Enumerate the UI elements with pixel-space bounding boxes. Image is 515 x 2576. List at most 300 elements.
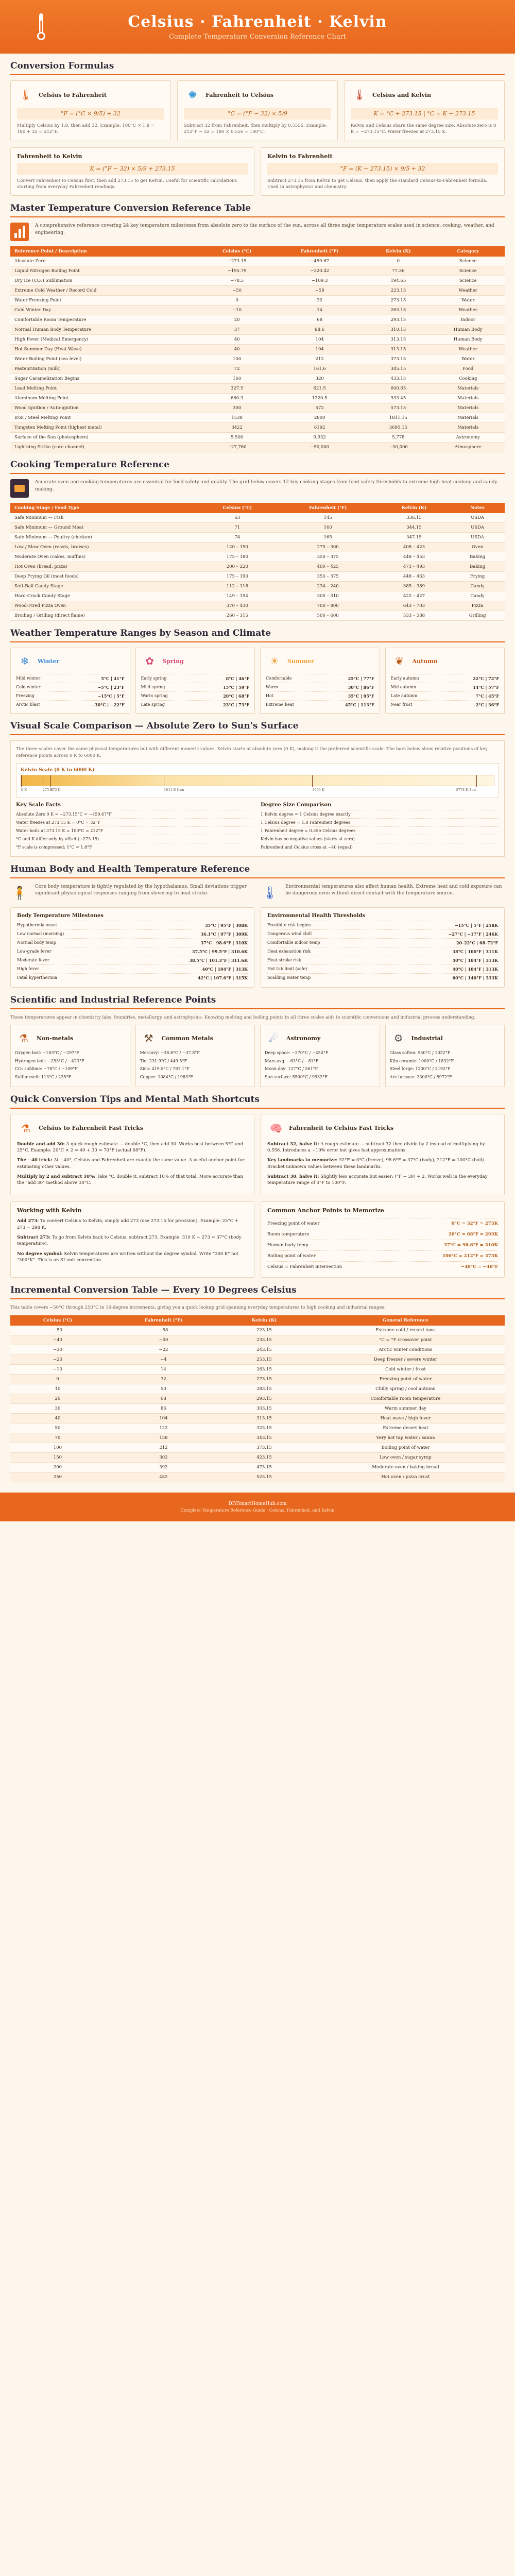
science-card-title: Astronomy [286,1035,321,1042]
table-cell: Materials [431,384,505,394]
scale-tick [476,775,477,787]
table-cell: 3422 [200,423,274,433]
table-cell: 175 – 180 [197,552,278,562]
table-cell: 40 [10,1413,105,1423]
table-cell: Wood-Fired Pizza Oven [10,601,197,611]
table-cell: 700 – 800 [278,601,378,611]
season-row [391,700,500,709]
table-cell: 373.15 [365,354,431,364]
formula-text: °F = (°C × 9/5) + 32 [17,108,164,120]
table-cell: Cold Winter Day [10,306,200,315]
oven-icon [10,479,29,498]
season-card [135,648,255,714]
season-row-label: Hot [266,693,274,699]
anchor-row [267,1240,498,1250]
table-row [10,543,505,552]
table-cell: Broiling / Grilling (direct flame) [10,611,197,621]
table-cell: Materials [431,394,505,403]
table-cell: 14 [274,306,365,315]
fact-value: −27°C | −17°F | 246K [448,931,498,937]
table-cell: Hard-Crack Candy Stage [10,591,197,601]
fact-text: Absolute Zero 0 K = −273.15°C = −459.67°F [16,811,112,817]
tip-lead: The −40 trick: [17,1158,53,1163]
table-cell: 392 [105,1462,222,1472]
season-row-label: Mild winter [16,676,41,681]
table-cell: 344.15 [378,523,450,533]
scale-tick-label: 373 K [50,787,61,792]
tip-text: To go from Kelvin back to Celsius, subtract 273. Example: 310 K − 273 = 37°C (body temperature). [17,1235,242,1247]
table-cell: Science [431,257,505,266]
table-cell: 165 [278,533,378,543]
kelvin-scale [16,763,499,798]
table-cell: 350 – 375 [278,552,378,562]
fact-row [16,835,254,843]
formula-title: Celsius and Kelvin [372,91,432,98]
table-cell: 448 – 453 [378,552,450,562]
anchor-value: 37°C = 98.6°F = 310K [443,1243,498,1248]
table-row [10,523,505,533]
fact-value: 35°C | 95°F | 308K [205,922,248,928]
anchor-label: Celsius = Fahrenheit intersection [267,1264,342,1270]
table-cell: 120 – 150 [197,543,278,552]
formula-title: Kelvin to Fahrenheit [267,152,333,160]
table-row [10,354,505,364]
fact-value: 40°C | 104°F | 313K [452,966,498,972]
table-cell: 98.6 [274,325,365,335]
visual-box [10,740,505,857]
table-header: Reference Point / Description [14,249,87,255]
table-cell: 71 [197,523,278,533]
tip-lead: Multiply by 2 and subtract 10%: [17,1174,96,1179]
fact-row [267,973,498,982]
table-cell: 100 [10,1443,105,1452]
season-row [391,683,500,691]
fact-row [16,826,254,835]
science-card-title: Non-metals [37,1035,74,1042]
table-cell: 50 [10,1423,105,1433]
fact-text: °C and K differ only by offset (+273.15) [16,836,99,841]
table-cell: Arctic winter conditions [306,1345,505,1354]
table-cell: Low / Slow Oven (roasts, braises) [10,543,197,552]
table-row [10,601,505,611]
season-row-value: 23°C | 73°F [223,702,249,708]
snowflake-icon: ❄ [20,655,29,668]
fact-row [16,810,254,818]
table-cell: Normal Human Body Temperature [10,325,200,335]
tip-text: Kelvin temperatures are written without the degree symbol. Write "300 K" not "300°K". This is an SI unit convention. [17,1251,238,1263]
page-footer [0,1493,515,1521]
fact-row [267,964,498,973]
table-cell: 223.15 [222,1326,306,1335]
tip-item [17,1157,248,1170]
fact-row [17,947,248,956]
table-cell: Science [431,266,505,276]
table-cell: Low oven / sugar syrup [306,1452,505,1462]
table-cell: 263.15 [222,1364,306,1374]
table-row [10,1472,505,1482]
fact-value: 38°C | 100°F | 311K [452,948,498,954]
season-row [391,691,500,700]
scale-tick [312,775,313,787]
table-cell: 600.65 [365,384,431,394]
season-row [16,691,125,700]
science-card [260,1025,380,1087]
fact-value: 36.1°C | 97°F | 309K [200,931,248,937]
science-card [135,1025,255,1087]
table-cell: 473 – 493 [378,562,450,572]
table-cell: −109.3 [274,276,365,286]
formula-card [10,147,254,196]
table-cell: 313.15 [365,345,431,354]
table-cell: Water Boiling Point (sea level) [10,354,200,364]
table-cell: Heat wave / high fever [306,1413,505,1423]
table-row [10,1345,505,1354]
table-cell: 212 [105,1443,222,1452]
table-cell: 373.15 [222,1443,306,1452]
science-item: Arc furnace: 3300°C / 5972°F [389,1074,452,1079]
fact-value: 37°C | 98.6°F | 310K [200,940,248,945]
section-title: Incremental Conversion Table — Every 10 Degrees Celsius [10,1285,505,1299]
table-cell: −58 [274,286,365,296]
table-cell: −195.79 [200,266,274,276]
table-cell: 9,932 [274,433,365,443]
table-cell: −30 [10,1345,105,1354]
science-card [385,1025,505,1087]
table-cell: 263.15 [365,306,431,315]
table-cell: Tungsten Melting Point (highest metal) [10,423,200,433]
table-cell: 300 – 310 [278,591,378,601]
season-row-value: 35°C | 95°F [348,693,374,699]
table-cell: Candy [450,582,505,591]
table-cell: Wood Ignition / Auto-ignition [10,403,200,413]
table-cell: Deep Frying Oil (most foods) [10,572,197,582]
fact-text: Kelvin has no negative values (starts at zero) [261,836,355,841]
science-item: Moon day: 127°C / 261°F [265,1066,318,1072]
season-row [141,683,250,691]
science-item: Copper: 1084°C / 1983°F [140,1074,193,1079]
table-cell: −40 [10,1335,105,1345]
season-row-value: 8°C | 46°F [226,676,249,682]
table-cell: Moderate Oven (cakes, muffins) [10,552,197,562]
science-item: Deep space: −270°C / −454°F [265,1050,329,1056]
table-cell: Human Body [431,335,505,345]
table-cell: 0 [200,296,274,306]
season-row [16,674,125,683]
table-row [10,1443,505,1452]
fact-text: High fever [17,966,40,971]
anchor-row [267,1261,498,1272]
season-row-label: Warm spring [141,693,168,699]
table-row [10,345,505,354]
table-cell: 313.15 [365,335,431,345]
table-cell: 347.15 [378,533,450,543]
fact-text: Low-grade fever [17,948,52,954]
anchor-value: 20°C = 68°F = 293K [448,1232,498,1238]
body-right-title: Environmental Health Thresholds [267,912,366,919]
formula-text: °F = (K − 273.15) × 9/5 + 32 [267,163,498,175]
season-row-label: Freezing [16,693,35,699]
table-header: Notes [470,505,485,511]
table-cell: 145 [278,513,378,523]
formula-card [344,80,505,141]
table-cell: Soft-Ball Candy Stage [10,582,197,591]
table-cell: Extreme desert heat [306,1423,505,1433]
fact-text: 1 Celsius degree = 1.8 Fahrenheit degrees [261,820,351,825]
page-title: Celsius · Fahrenheit · Kelvin [128,13,387,31]
table-cell: Materials [431,403,505,413]
table-cell: 660.3 [200,394,274,403]
tips-title: Celsius to Fahrenheit Fast Tricks [39,1125,144,1132]
table-cell: ~50,000 [274,443,365,452]
table-header: Fahrenheit (°F) [308,505,347,511]
season-card [260,648,380,714]
fact-value: −15°C | 5°F | 258K [454,922,498,928]
table-cell: 310.15 [365,325,431,335]
table-cell: 1220.5 [274,394,365,403]
table-cell: 260 – 315 [197,611,278,621]
table-row [10,394,505,403]
table-cell: Lightning Strike (core channel) [10,443,200,452]
tip-lead: Key landmarks to memorize: [267,1158,338,1163]
season-row-label: Late spring [141,702,165,707]
fact-row [261,843,499,851]
table-cell: Atmosphere [431,443,505,452]
formula-text: °C = (°F − 32) × 5/9 [184,108,331,120]
season-row [266,674,374,683]
table-header: Celsius (°C) [222,249,252,255]
season-head [266,652,374,670]
table-cell: Water Freezing Point [10,296,200,306]
table-cell: 0 [10,1374,105,1384]
formula-card [261,147,505,196]
anchor-label: Freezing point of water [267,1221,320,1227]
formula-text: K = (°F − 32) × 5/9 + 273.15 [17,163,248,175]
table-row [10,266,505,276]
table-cell: Extreme cold / record lows [306,1326,505,1335]
table-cell: 5,778 [365,433,431,443]
table-row [10,562,505,572]
fact-row [16,818,254,826]
tips-title: Fahrenheit to Celsius Fast Tricks [289,1125,394,1132]
table-cell: 212 [274,354,365,364]
fact-row [17,956,248,964]
science-item: Hydrogen boil: −253°C / −423°F [15,1058,84,1063]
anchor-label: Human body temp [267,1243,308,1248]
table-cell: Hot Oven (bread, pizza) [10,562,197,572]
factory-icon: ⚙ [393,1032,403,1045]
table-cell: 40 [200,335,274,345]
table-cell: 30 [10,1403,105,1413]
table-row [10,591,505,601]
season-head [141,652,250,670]
table-cell: 5,500 [200,433,274,443]
table-cell: Surface of the Sun (photosphere) [10,433,200,443]
fact-row [267,921,498,929]
table-cell: Cooking [431,374,505,384]
table-header: Celsius (°C) [222,505,252,511]
section-title: Scientific and Industrial Reference Points [10,995,505,1009]
degree-title: Degree Size Comparison [261,802,332,808]
table-cell: 104 [105,1413,222,1423]
sun-icon: ☀ [270,655,279,668]
table-cell: −40 [105,1335,222,1345]
season-row-label: Warm [266,685,278,690]
table-header: Celsius (°C) [43,1317,73,1323]
table-cell: Food [431,364,505,374]
table-row [10,1384,505,1394]
table-cell: ~30,000 [365,443,431,452]
science-card-head [15,1029,126,1047]
season-row [141,700,250,709]
tip-item [17,1234,248,1247]
table-cell: Comfortable room temperature [306,1394,505,1403]
table-cell: 160 [278,523,378,533]
section-intro: Accurate oven and cooking temperatures are essential for food safety and quality. The grid below covers 12 key cooking stages from food safety thresholds to extreme high-heat cooking and candy making. [35,480,497,492]
table-row [10,1364,505,1374]
brain-icon: 🧠 [269,1122,283,1134]
anchor-row [267,1229,498,1240]
table-cell: −58 [105,1326,222,1335]
table-header: General Reference [383,1317,428,1323]
table-cell: Comfortable Room Temperature [10,315,200,325]
fact-text: Scalding water temp [267,975,311,980]
table-cell: 275 – 300 [278,543,378,552]
table-cell: Indoor [431,315,505,325]
table-cell: Safe Minimum — Fish [10,513,197,523]
season-name: Summer [287,657,315,665]
table-row [10,1394,505,1403]
table-cell: 1811.15 [365,413,431,423]
section-intro: The three scales cover the same physical temperatures but with different numeric values. Kelvin starts at absolute zero (0 K), making it the preferred scientific scale. The bars below show relative positions of key reference points across 0 K to 6000 K. [16,747,488,758]
tip-text: Take °C, double it, subtract 10% of that total. More accurate than the "add 30" method above 30°C. [17,1174,244,1186]
table-header: Category [457,249,479,255]
table-cell: 343.15 [222,1433,306,1443]
fact-text: Heat exhaustion risk [267,948,311,954]
table-cell: Moderate oven / baking bread [306,1462,505,1472]
fact-text: Low normal (morning) [17,931,64,936]
formulas-section [10,61,505,196]
table-cell: 273.15 [222,1374,306,1384]
tips-title: Common Anchor Points to Memorize [267,1207,384,1214]
table-cell: Very hot tap water / sauna [306,1433,505,1443]
table-header: Kelvin (K) [386,249,411,255]
formula-title: Celsius to Fahrenheit [39,91,107,98]
table-cell: 40 [200,345,274,354]
fact-value: 40°C | 104°F | 313K [452,957,498,963]
table-cell: 14 [105,1364,222,1374]
weather-section [10,628,505,714]
science-item: CO₂ sublime: −78°C / −109°F [15,1066,78,1072]
table-cell: Candy [450,591,505,601]
table-cell: Astronomy [431,433,505,443]
table-cell: 572 [274,403,365,413]
table-cell: 175 – 190 [197,572,278,582]
footer-site[interactable]: DIYSmartHomeHub.com [228,1501,287,1506]
table-cell: Dry Ice (CO₂) Sublimation [10,276,200,286]
table-cell: 302 [105,1452,222,1462]
table-cell: Lead Melting Point [10,384,200,394]
science-item: Oxygen boil: −183°C / −297°F [15,1050,79,1056]
table-row [10,384,505,394]
fact-value: 42°C | 107.6°F | 315K [198,975,248,980]
table-cell: 77.36 [365,266,431,276]
season-row-label: Near frost [390,702,413,707]
table-row [10,286,505,296]
table-cell: Grilling [450,611,505,621]
season-row-label: Mild spring [141,685,165,690]
science-card-title: Industrial [411,1035,443,1042]
tip-text: To convert Celsius to Kelvin, simply add 273 (use 273.15 for precision). Example: 25°C + 273 = 298 K. [17,1218,239,1230]
anchor-points-card [261,1201,505,1278]
science-card-head [140,1029,251,1047]
formula-note: Multiply Celsius by 1.8, then add 32. Example: 100°C × 1.8 = 180 + 32 = 212°F. [17,123,155,135]
table-cell: Hot Summer Day (Heat Wave) [10,345,200,354]
table-cell: 32 [274,296,365,306]
table-cell: Human Body [431,325,505,335]
table-row [10,1374,505,1384]
fact-value: 20–22°C | 68–72°F [456,940,498,945]
table-cell: 74 [197,533,278,543]
table-cell: Materials [431,423,505,433]
table-cell: ~27,760 [200,443,274,452]
table-cell: Liquid Nitrogen Boiling Point [10,266,200,276]
fact-text: Water boils at 373.15 K = 100°C = 212°F [16,828,104,833]
table-cell: 408 – 423 [378,543,450,552]
table-cell: 1538 [200,413,274,423]
fact-row [17,964,248,973]
season-name: Spring [162,657,184,665]
table-cell: 621.5 [274,384,365,394]
section-title: Weather Temperature Ranges by Season and Climate [10,628,505,642]
table-row [10,433,505,443]
table-cell: Safe Minimum — Ground Meat [10,523,197,533]
fact-value: 37.5°C | 99.5°F | 310.6K [192,948,248,954]
table-cell: 473.15 [222,1462,306,1472]
season-row-label: Comfortable [266,676,292,681]
table-row [10,423,505,433]
table-cell: USDA [450,513,505,523]
table-cell: Chilly spring / cool autumn [306,1384,505,1394]
table-cell: 533 – 588 [378,611,450,621]
table-row [10,1423,505,1433]
anchor-value: 100°C = 212°F = 373K [442,1253,498,1259]
table-cell: −78.5 [200,276,274,286]
season-row-label: Early autumn [390,676,419,681]
table-cell: 86 [105,1403,222,1413]
table-row [10,296,505,306]
incremental-section [10,1285,505,1482]
table-cell: 72 [200,364,274,374]
table-cell: 327.5 [200,384,274,394]
table-row [10,374,505,384]
fact-row [17,938,248,947]
table-cell: 37 [200,325,274,335]
table-cell: 161.6 [274,364,365,374]
table-cell: Boiling point of water [306,1443,505,1452]
table-header: Cooking Stage / Food Type [14,505,79,511]
season-card [10,648,130,714]
season-row-value: 7°C | 45°F [475,693,499,699]
table-cell: 200 [10,1462,105,1472]
body-left-title: Body Temperature Milestones [17,912,104,919]
table-cell: 283.15 [222,1384,306,1394]
table-row [10,306,505,315]
table-cell: 68 [105,1394,222,1403]
table-cell: −50 [10,1326,105,1335]
table-cell: 20 [200,315,274,325]
table-cell: 253.15 [222,1354,306,1364]
table-header: Fahrenheit (°F) [144,1317,183,1323]
